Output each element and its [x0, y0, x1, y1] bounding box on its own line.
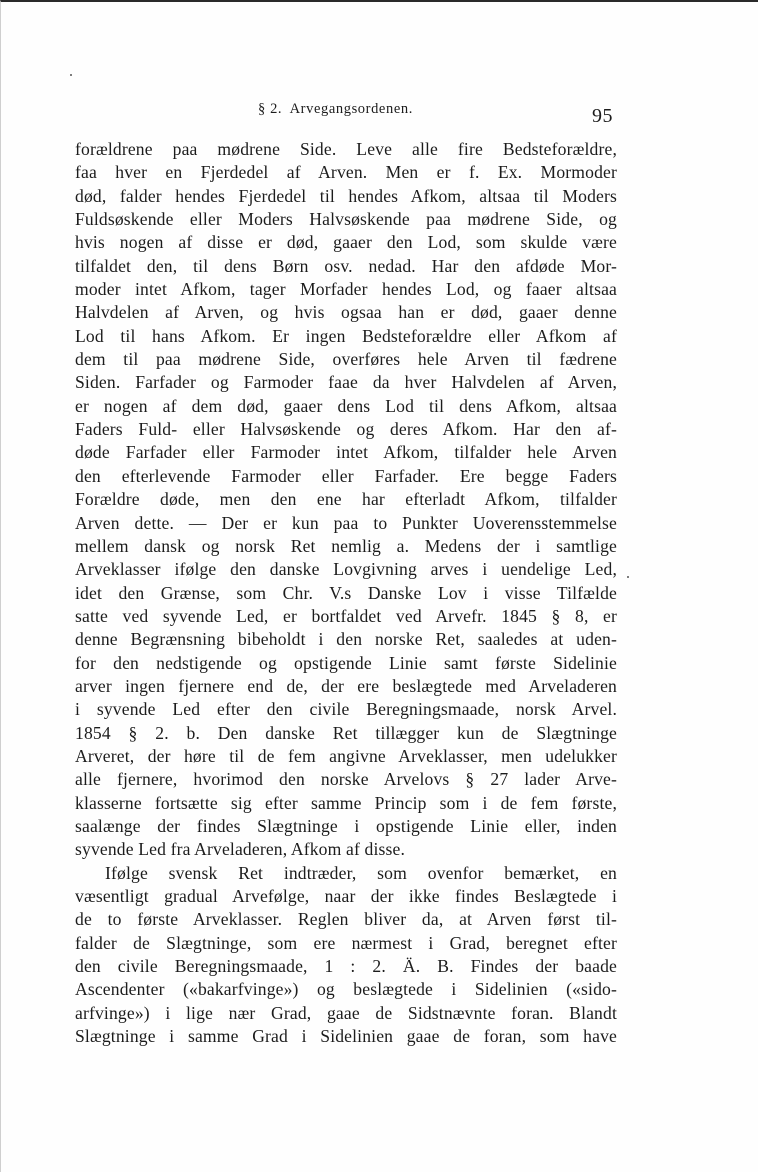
- text-line: Siden. Farfader og Farmoder faae da hver Halvdelen af Arven,: [75, 372, 617, 393]
- text-line: idet den Grænse, som Chr. V.s Danske Lov i visse Tilfælde: [75, 582, 617, 603]
- text-line: den efterlevende Farmoder eller Farfader. Ere begge Faders: [75, 465, 617, 486]
- text-line: Arveret, der høre til de fem angivne Arveklasser, men udelukker: [75, 745, 617, 766]
- text-line: syvende Led fra Arveladeren, Afkom af disse.: [75, 839, 406, 860]
- text-line: falder de Slægtninge, som ere nærmest i Grad, beregnet efter: [75, 932, 617, 953]
- text-line: Halvdelen af Arven, og hvis ogsaa han er død, gaaer denne: [75, 302, 617, 323]
- text-line: Forældre døde, men den ene har efterladt Afkom, tilfalder: [75, 489, 617, 510]
- text-line: den civile Beregningsmaade, 1 : 2. Ä. B. Findes der baade: [75, 956, 617, 977]
- text-line: satte ved syvende Led, er bortfaldet ved Arvefr. 1845 § 8, er: [75, 605, 617, 626]
- text-line: arfvinge») i lige nær Grad, gaae de Sidstnævnte foran. Blandt: [75, 1002, 617, 1023]
- text-line: hvis nogen af disse er død, gaaer den Lod, som skulde være: [75, 232, 617, 253]
- text-line: Slægtninge i samme Grad i Sidelinien gaae de foran, som have: [75, 1026, 617, 1047]
- text-line: Arven dette. — Der er kun paa to Punkter Uoverensstemmelse: [75, 512, 617, 533]
- text-line: mellem dansk og norsk Ret nemlig a. Medens der i samtlige: [75, 535, 617, 556]
- text-line: Arveklasser ifølge den danske Lovgivning arves i uendelige Led,: [75, 559, 617, 580]
- text-line: er nogen af dem død, gaaer dens Lod til dens Afkom, altsaa: [75, 395, 617, 416]
- text-line: arver ingen fjernere end de, der ere beslægtede med Arveladeren: [75, 675, 617, 696]
- section-number: § 2.: [258, 101, 283, 117]
- scan-speck: [627, 576, 629, 578]
- text-line: Ifølge svensk Ret indtræder, som ovenfor bemærket, en: [105, 862, 617, 883]
- text-line: tilfaldet den, til dens Børn osv. nedad. Har den afdøde Mor-: [75, 255, 617, 276]
- running-title: Arvegangsordenen.: [289, 101, 413, 117]
- text-line: alle fjernere, hvorimod den norske Arvelovs § 27 lader Arve-: [75, 769, 617, 790]
- text-line: døde Farfader eller Farmoder intet Afkom, tilfalder hele Arven: [75, 442, 617, 463]
- body-text: [75, 138, 617, 1048]
- scan-speck: [70, 74, 72, 76]
- page-header: [75, 97, 617, 131]
- running-head: [258, 101, 413, 118]
- text-line: Fuldsøskende eller Moders Halvsøskende paa mødrene Side, og: [75, 209, 617, 230]
- text-line: væsentligt gradual Arvefølge, naar der ikke findes Beslægtede i: [75, 886, 617, 906]
- text-line: klasserne fortsætte sig efter samme Princip som i de fem første,: [75, 792, 617, 813]
- text-line: Lod til hans Afkom. Er ingen Bedsteforældre eller Afkom af: [75, 325, 617, 346]
- text-line: de to første Arveklasser. Reglen bliver da, at Arven først til-: [75, 909, 617, 930]
- text-line: 1854 § 2. b. Den danske Ret tillægger kun de Slægtninge: [75, 722, 617, 743]
- text-line: forældrene paa mødrene Side. Leve alle fire Bedsteforældre,: [75, 139, 617, 159]
- text-line: denne Begrænsning bibeholdt i den norske Ret, saaledes at uden-: [75, 629, 617, 650]
- text-line: Ascendenter («bakarfvinge») og beslægtede i Sidelinien («sido-: [75, 979, 617, 1000]
- text-line: moder intet Afkom, tager Morfader hendes Lod, og faaer altsaa: [75, 279, 617, 300]
- text-line: faa hver en Fjerdedel af Arven. Men er f. Ex. Mormoder: [75, 162, 617, 183]
- text-line: i syvende Led efter den civile Beregningsmaade, norsk Arvel.: [75, 699, 617, 720]
- text-line: saalænge der findes Slægtninge i opstigende Linie eller, inden: [75, 815, 617, 836]
- text-line: Faders Fuld- eller Halvsøskende og deres Afkom. Har den af-: [75, 419, 617, 440]
- text-line: død, falder hendes Fjerdedel til hendes Afkom, altsaa til Moders: [75, 185, 617, 206]
- text-line: for den nedstigende og opstigende Linie samt første Sidelinie: [75, 652, 617, 673]
- text-line: dem til paa mødrene Side, overføres hele Arven til fædrene: [75, 349, 617, 370]
- page-number: 95: [592, 105, 613, 127]
